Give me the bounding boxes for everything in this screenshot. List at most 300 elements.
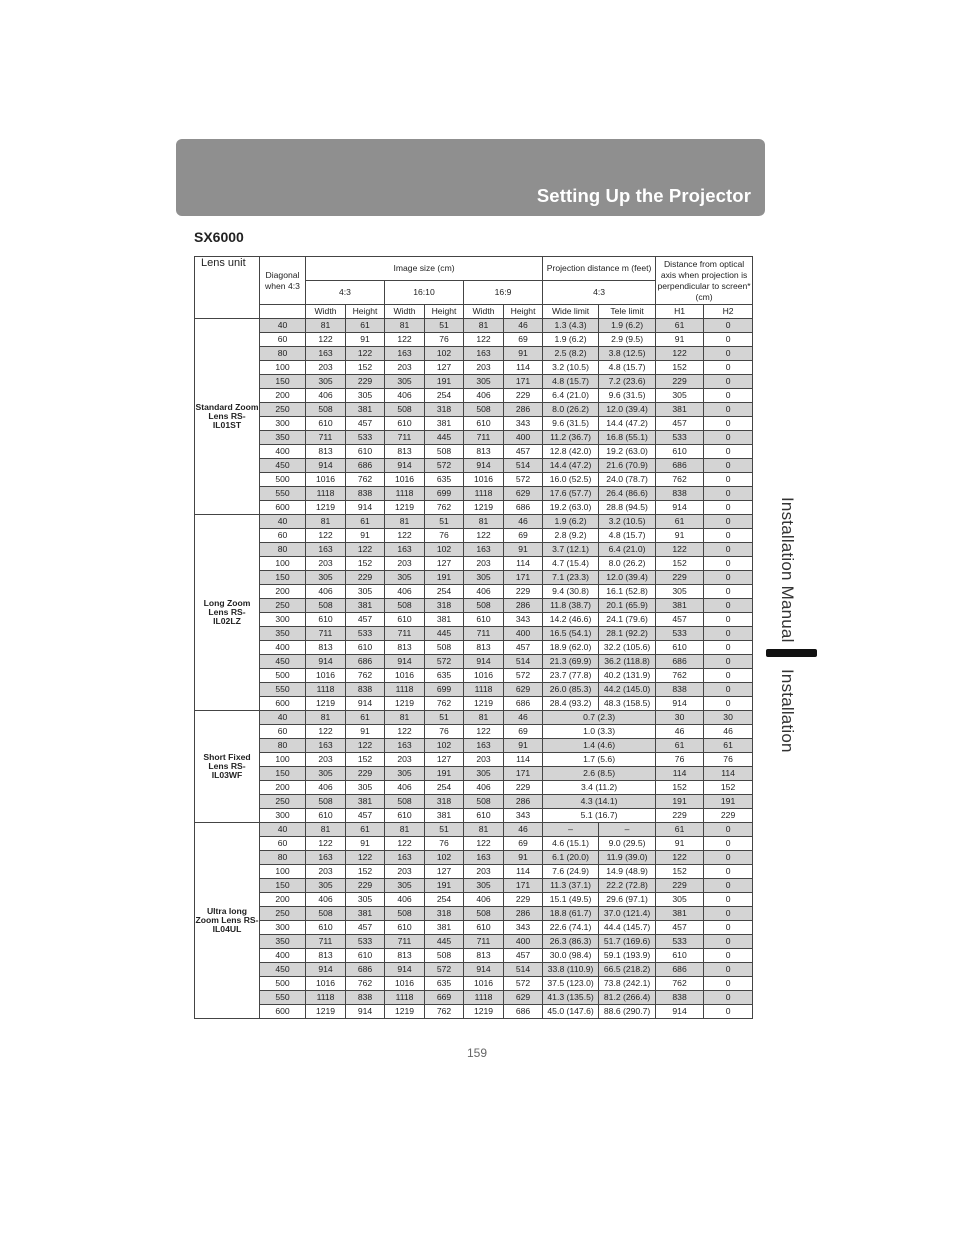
table-row [195,949,753,963]
table-row [195,711,753,725]
table-cell: 0 [704,515,753,529]
table-cell: 508 [425,641,464,655]
table-cell: 550 [260,487,306,501]
table-cell: 381 [425,921,464,935]
table-cell: 114 [704,767,753,781]
table-cell: 229 [346,375,385,389]
table-cell: 81 [306,711,346,725]
table-cell: 23.7 (77.8) [543,669,599,683]
header-width: Width [385,305,425,319]
table-cell: 4.8 (15.7) [543,375,599,389]
table-cell: 305 [464,571,504,585]
table-cell: 610 [306,809,346,823]
table-cell: 45.0 (147.6) [543,1005,599,1019]
table-cell: 381 [656,599,704,613]
header-projection-ratio: 4:3 [543,281,656,305]
table-row [195,739,753,753]
table-row [195,963,753,977]
table-cell: 762 [425,697,464,711]
table-row [195,865,753,879]
table-cell: 163 [464,543,504,557]
table-cell: 381 [346,403,385,417]
header-projection-distance: Projection distance m (feet) [543,257,656,281]
table-cell: 300 [260,417,306,431]
table-cell: 3.7 (12.1) [543,543,599,557]
table-cell: 6.4 (21.0) [599,543,656,557]
table-cell: 46 [504,515,543,529]
table-cell: 22.2 (72.8) [599,879,656,893]
table-cell: 2.8 (9.2) [543,529,599,543]
table-cell: 0 [704,501,753,515]
table-cell: 100 [260,753,306,767]
table-cell: 1219 [385,501,425,515]
table-cell: 122 [656,347,704,361]
table-cell: 30.0 (98.4) [543,949,599,963]
table-cell: 914 [306,459,346,473]
table-cell: 229 [656,879,704,893]
table-cell: 91 [504,851,543,865]
table-cell: 0 [704,935,753,949]
table-cell: 229 [346,767,385,781]
model-name: SX6000 [194,229,244,245]
table-cell: 1016 [306,473,346,487]
table-cell: 61 [346,319,385,333]
table-cell: 203 [464,753,504,767]
table-row [195,753,753,767]
header-lens-unit: Lens unit [195,257,260,319]
table-cell: 163 [385,739,425,753]
table-cell: 203 [306,361,346,375]
table-cell: 20.1 (65.9) [599,599,656,613]
table-cell: 445 [425,935,464,949]
table-row [195,921,753,935]
side-tab-section: Installation [778,669,797,753]
table-cell: 762 [346,669,385,683]
table-cell: 0 [704,1005,753,1019]
table-cell: 610 [656,641,704,655]
table-cell: 200 [260,893,306,907]
table-cell: 191 [656,795,704,809]
table-cell: 318 [425,599,464,613]
table-cell: 533 [346,627,385,641]
table-cell: 229 [656,571,704,585]
lens-name: Short Fixed Lens RS-IL03WF [195,711,260,823]
table-cell: 12.0 (39.4) [599,403,656,417]
table-cell: 457 [346,921,385,935]
lens-name: Ultra long Zoom Lens RS-IL04UL [195,823,260,1019]
projection-distance-cell: 1.7 (5.6) [543,753,656,767]
table-cell: 457 [346,809,385,823]
table-cell: 16.0 (52.5) [543,473,599,487]
table-cell: 533 [656,431,704,445]
table-row [195,655,753,669]
table-cell: 457 [346,613,385,627]
table-cell: 76 [425,725,464,739]
table-cell: 610 [385,417,425,431]
table-cell: 26.4 (86.6) [599,487,656,501]
projection-distance-cell: 2.6 (8.5) [543,767,656,781]
table-cell: 0 [704,963,753,977]
table-cell: 1.3 (4.3) [543,319,599,333]
table-cell: 0 [704,347,753,361]
table-cell: 305 [385,879,425,893]
table-cell: 635 [425,473,464,487]
table-cell: 152 [346,557,385,571]
table-cell: 229 [504,893,543,907]
table-cell: 610 [306,921,346,935]
table-cell: 203 [385,753,425,767]
table-cell: 69 [504,529,543,543]
table-cell: 152 [346,753,385,767]
table-cell: 305 [385,375,425,389]
table-cell: 610 [346,949,385,963]
table-cell: 400 [504,431,543,445]
table-cell: 350 [260,627,306,641]
table-cell: 203 [306,753,346,767]
table-cell: 114 [656,767,704,781]
table-cell: 686 [346,655,385,669]
table-cell: 15.1 (49.5) [543,893,599,907]
table-cell: 286 [504,599,543,613]
table-cell: 0 [704,977,753,991]
table-cell: 711 [464,627,504,641]
table-cell: 6.1 (20.0) [543,851,599,865]
table-cell: 163 [464,739,504,753]
table-cell: 445 [425,431,464,445]
table-cell: 838 [656,487,704,501]
table-cell: 81 [306,515,346,529]
table-cell: 122 [385,333,425,347]
table-cell: 163 [306,851,346,865]
table-cell: 406 [464,585,504,599]
table-cell: 508 [385,795,425,809]
table-cell: 305 [306,571,346,585]
header-tele-limit: Tele limit [599,305,656,319]
table-cell: 21.3 (69.9) [543,655,599,669]
header-ratio-16-10: 16:10 [385,281,464,305]
table-cell: 711 [385,627,425,641]
table-cell: 171 [504,767,543,781]
table-cell: 122 [464,529,504,543]
table-cell: 711 [385,431,425,445]
table-cell: 686 [656,655,704,669]
table-row [195,907,753,921]
table-cell: 40 [260,711,306,725]
projection-distance-cell: 3.4 (11.2) [543,781,656,795]
table-cell: 1118 [306,683,346,697]
table-cell: 26.0 (85.3) [543,683,599,697]
table-cell: 114 [504,865,543,879]
table-cell: 305 [346,893,385,907]
table-cell: 80 [260,739,306,753]
table-cell: 80 [260,543,306,557]
table-cell: 1016 [385,669,425,683]
table-cell: 152 [704,781,753,795]
table-cell: 150 [260,879,306,893]
table-cell: 914 [464,655,504,669]
header-image-size: Image size (cm) [306,257,543,281]
table-cell: 813 [464,641,504,655]
table-cell: 14.2 (46.6) [543,613,599,627]
table-cell: 629 [504,991,543,1005]
table-cell: 114 [504,361,543,375]
table-cell: 28.1 (92.2) [599,627,656,641]
page-title: Setting Up the Projector [536,185,751,206]
table-cell: 37.0 (121.4) [599,907,656,921]
table-cell: 4.6 (15.1) [543,837,599,851]
table-cell: 100 [260,361,306,375]
table-cell: 250 [260,795,306,809]
table-cell: 914 [464,459,504,473]
table-cell: 381 [346,599,385,613]
table-cell: 191 [425,879,464,893]
table-cell: 6.4 (21.0) [543,389,599,403]
table-cell: 61 [704,739,753,753]
table-cell: 36.2 (118.8) [599,655,656,669]
table-cell: 0 [704,865,753,879]
table-cell: 381 [425,613,464,627]
table-cell: 686 [656,459,704,473]
table-cell: 7.1 (23.3) [543,571,599,585]
table-cell: 69 [504,837,543,851]
table-cell: 508 [464,795,504,809]
table-cell: 1016 [306,669,346,683]
table-cell: 254 [425,389,464,403]
table-cell: 450 [260,963,306,977]
table-cell: 171 [504,571,543,585]
table-cell: 343 [504,809,543,823]
table-cell: 0 [704,823,753,837]
table-cell: 37.5 (123.0) [543,977,599,991]
table-cell: 508 [425,949,464,963]
table-cell: 508 [464,907,504,921]
table-cell: 229 [504,585,543,599]
table-cell: 457 [656,921,704,935]
table-cell: 14.9 (48.9) [599,865,656,879]
table-cell: 100 [260,865,306,879]
table-cell: 572 [504,977,543,991]
table-cell: 914 [346,1005,385,1019]
table-cell: 305 [385,767,425,781]
table-cell: 17.6 (57.7) [543,487,599,501]
table-cell: 76 [425,837,464,851]
table-cell: 400 [260,949,306,963]
header-wide-limit: Wide limit [543,305,599,319]
table-cell: 0 [704,655,753,669]
table-cell: 254 [425,585,464,599]
table-cell: 514 [504,459,543,473]
table-row [195,417,753,431]
table-row [195,431,753,445]
table-cell: 762 [346,473,385,487]
table-cell: 81 [385,711,425,725]
table-cell: 629 [504,683,543,697]
table-cell: 286 [504,403,543,417]
table-cell: 381 [425,809,464,823]
table-cell: 1118 [306,991,346,1005]
table-cell: 203 [306,865,346,879]
table-cell: 508 [306,599,346,613]
table-cell: 0 [704,949,753,963]
table-cell: 152 [656,781,704,795]
table-cell: 762 [425,501,464,515]
table-cell: 11.8 (38.7) [543,599,599,613]
table-cell: 318 [425,795,464,809]
table-cell: 457 [656,417,704,431]
table-cell: 813 [306,445,346,459]
table-cell: 305 [464,879,504,893]
table-cell: 254 [425,781,464,795]
table-row [195,445,753,459]
table-cell: 381 [346,907,385,921]
table-cell: 343 [504,613,543,627]
table-row [195,641,753,655]
table-cell: 46 [504,823,543,837]
table-cell: 152 [656,557,704,571]
table-cell: 686 [346,963,385,977]
table-cell: 406 [464,781,504,795]
table-cell: 286 [504,907,543,921]
table-cell: 46 [504,319,543,333]
header-h1: H1 [656,305,704,319]
table-row [195,585,753,599]
table-cell: 2.5 (8.2) [543,347,599,361]
table-cell: 9.4 (30.8) [543,585,599,599]
table-cell: 610 [656,949,704,963]
table-row [195,795,753,809]
table-cell: 61 [656,319,704,333]
table-cell: 610 [464,921,504,935]
table-cell: 163 [385,347,425,361]
table-cell: 514 [504,963,543,977]
table-cell: 1016 [385,473,425,487]
table-row [195,613,753,627]
table-cell: 350 [260,431,306,445]
table-row [195,529,753,543]
table-cell: 122 [346,739,385,753]
side-tab-marker [766,649,817,657]
table-cell: 0 [704,487,753,501]
table-cell: 81 [385,823,425,837]
table-row [195,893,753,907]
table-row [195,725,753,739]
table-cell: 122 [306,837,346,851]
table-cell: 203 [385,361,425,375]
table-row [195,935,753,949]
table-cell: 686 [656,963,704,977]
table-cell: 305 [385,571,425,585]
table-cell: 91 [504,543,543,557]
table-cell: 305 [656,893,704,907]
table-cell: 1118 [306,487,346,501]
table-cell: 610 [464,809,504,823]
table-cell: 24.1 (79.6) [599,613,656,627]
table-cell: 200 [260,389,306,403]
table-cell: 203 [306,557,346,571]
table-cell: 163 [306,543,346,557]
table-cell: 669 [425,991,464,1005]
header-height: Height [346,305,385,319]
table-cell: 48.3 (158.5) [599,697,656,711]
table-row [195,515,753,529]
table-cell: 400 [504,627,543,641]
table-cell: 838 [346,487,385,501]
table-cell: 0 [704,893,753,907]
side-tab [766,497,818,755]
table-cell: 610 [385,613,425,627]
table-cell: 0 [704,991,753,1005]
projection-distance-cell: 4.3 (14.1) [543,795,656,809]
table-cell: 0 [704,585,753,599]
table-cell: 200 [260,585,306,599]
table-cell: 69 [504,725,543,739]
projection-distance-cell: 5.1 (16.7) [543,809,656,823]
table-cell: 150 [260,767,306,781]
table-cell: 1118 [385,991,425,1005]
table-cell: 152 [656,361,704,375]
side-tab-manual: Installation Manual [778,497,797,643]
table-cell: 0 [704,851,753,865]
table-row [195,319,753,333]
table-cell: 914 [346,501,385,515]
table-row [195,333,753,347]
table-cell: – [599,823,656,837]
table-cell: 7.2 (23.6) [599,375,656,389]
table-cell: 0 [704,837,753,851]
table-cell: 572 [425,655,464,669]
table-cell: 122 [346,851,385,865]
table-row [195,823,753,837]
table-cell: 9.0 (29.5) [599,837,656,851]
table-cell: 3.2 (10.5) [599,515,656,529]
table-cell: 1219 [306,697,346,711]
table-cell: 445 [425,627,464,641]
table-cell: 1118 [385,487,425,501]
table-cell: 533 [656,627,704,641]
table-cell: 343 [504,417,543,431]
table-cell: 813 [306,641,346,655]
table-cell: 286 [504,795,543,809]
table-cell: 41.3 (135.5) [543,991,599,1005]
table-cell: 1016 [385,977,425,991]
table-cell: 406 [306,389,346,403]
table-row [195,389,753,403]
table-cell: 914 [656,697,704,711]
table-cell: 406 [306,781,346,795]
table-cell: 610 [385,921,425,935]
table-row [195,697,753,711]
table-cell: 11.2 (36.7) [543,431,599,445]
table-cell: 572 [425,459,464,473]
table-cell: 838 [346,991,385,1005]
table-cell: 191 [425,767,464,781]
table-cell: 500 [260,669,306,683]
table-cell: 14.4 (47.2) [599,417,656,431]
table-cell: 635 [425,669,464,683]
table-cell: 229 [346,571,385,585]
table-cell: 91 [656,333,704,347]
table-cell: 508 [306,795,346,809]
lens-name: Long Zoom Lens RS-IL02LZ [195,515,260,711]
table-cell: 122 [385,837,425,851]
table-cell: 508 [425,445,464,459]
table-cell: 381 [656,403,704,417]
table-cell: 508 [464,403,504,417]
table-cell: 76 [425,333,464,347]
table-cell: 127 [425,557,464,571]
table-cell: 102 [425,851,464,865]
table-cell: 91 [656,529,704,543]
